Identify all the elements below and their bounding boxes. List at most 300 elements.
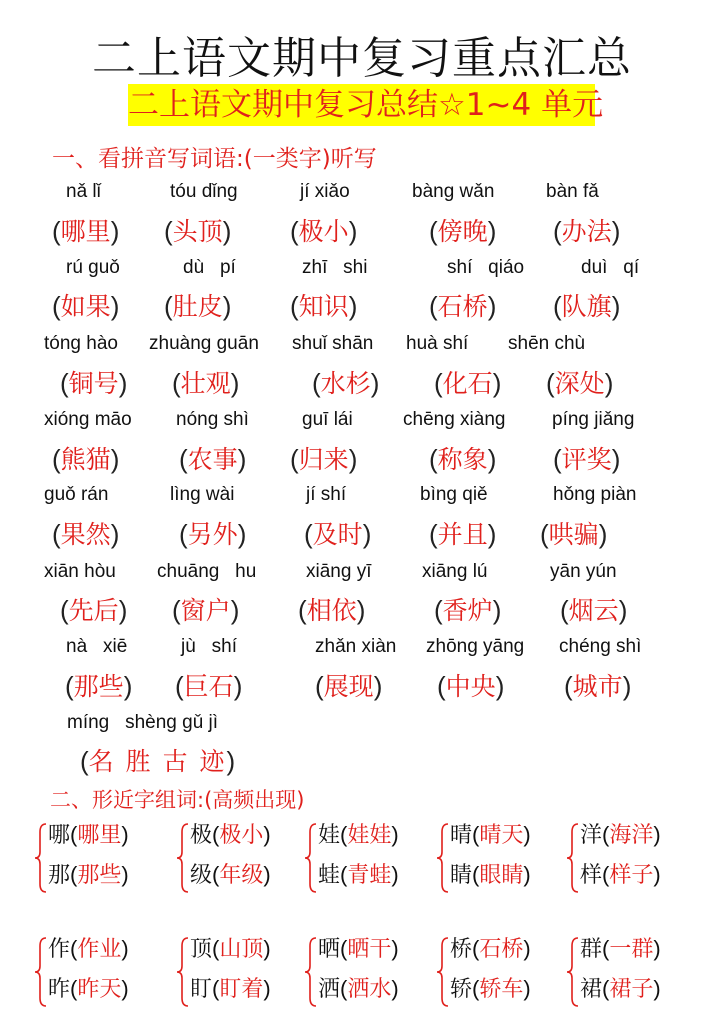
answer-word: 傍晚 — [437, 217, 488, 246]
open-paren: ( — [429, 291, 438, 321]
similar-char-group — [34, 818, 164, 900]
open-paren: ( — [60, 595, 69, 625]
answer-word: 香炉 — [442, 596, 493, 625]
similar-char-pair — [190, 818, 271, 849]
open-paren: ( — [164, 291, 173, 321]
open-paren: ( — [602, 976, 610, 1001]
pinyin-label: jí shí — [306, 484, 347, 505]
close-paren: ) — [523, 936, 531, 961]
close-paren: ) — [622, 671, 632, 701]
close-paren: ) — [121, 976, 129, 1001]
close-paren: ) — [487, 216, 497, 246]
close-paren: ) — [348, 291, 358, 321]
open-paren: ( — [80, 746, 89, 776]
pinyin-label: píng jiǎng — [552, 409, 635, 430]
close-paren: ) — [523, 976, 531, 1001]
open-paren: ( — [52, 216, 61, 246]
pinyin-label: tóng hào — [44, 333, 118, 354]
similar-char-pair — [580, 858, 661, 889]
close-paren: ) — [263, 976, 271, 1001]
close-paren: ) — [356, 595, 366, 625]
similar-char-pair — [450, 858, 531, 889]
word-answer — [434, 364, 501, 400]
open-paren: ( — [65, 671, 74, 701]
pinyin-label: yān yún — [550, 561, 617, 582]
base-char: 顶 — [190, 937, 213, 962]
open-paren: ( — [553, 216, 562, 246]
base-char: 洒 — [318, 977, 341, 1002]
word-answer — [290, 440, 357, 476]
pinyin-label: zhōng yāng — [426, 636, 525, 657]
word-answer — [172, 364, 239, 400]
answer-word: 相依 — [306, 596, 357, 625]
word-answer — [179, 440, 246, 476]
brace-icon — [436, 822, 450, 894]
close-paren: ) — [611, 291, 621, 321]
close-paren: ) — [110, 216, 120, 246]
close-paren: ) — [604, 368, 614, 398]
word-answer — [437, 667, 504, 703]
close-paren: ) — [237, 444, 247, 474]
word-answer — [429, 287, 496, 323]
open-paren: ( — [340, 862, 348, 887]
similar-char-pair — [450, 818, 531, 849]
answer-word: 如果 — [60, 292, 111, 321]
similar-char-group — [176, 818, 306, 900]
word-answer — [290, 287, 357, 323]
brace-icon — [176, 822, 190, 894]
close-paren: ) — [123, 671, 133, 701]
compound-word: 娃娃 — [347, 823, 392, 848]
compound-word: 样子 — [609, 863, 654, 888]
pinyin-label: bàn fǎ — [546, 181, 599, 202]
answer-word: 队旗 — [561, 292, 612, 321]
answer-word: 名 胜 古 迹 — [88, 747, 227, 776]
open-paren: ( — [564, 671, 573, 701]
compound-word: 轿车 — [479, 977, 524, 1002]
close-paren: ) — [618, 595, 628, 625]
compound-word: 晴天 — [479, 823, 524, 848]
open-paren: ( — [212, 936, 220, 961]
open-paren: ( — [553, 291, 562, 321]
page-title: 二上语文期中复习重点汇总 — [92, 33, 632, 84]
close-paren: ) — [487, 444, 497, 474]
close-paren: ) — [391, 976, 399, 1001]
similar-char-pair — [48, 858, 129, 889]
open-paren: ( — [472, 862, 480, 887]
pinyin-label: míng shèng gǔ jì — [67, 712, 219, 733]
close-paren: ) — [492, 595, 502, 625]
compound-word: 一群 — [609, 937, 654, 962]
word-answer — [298, 591, 365, 627]
base-char: 洋 — [580, 823, 603, 848]
answer-word: 展现 — [323, 672, 374, 701]
pinyin-label: chéng shì — [559, 636, 642, 657]
similar-char-pair — [48, 972, 129, 1003]
open-paren: ( — [602, 822, 610, 847]
answer-word: 中央 — [445, 672, 496, 701]
close-paren: ) — [263, 936, 271, 961]
similar-char-pair — [318, 972, 399, 1003]
answer-word: 极小 — [298, 217, 349, 246]
answer-word: 熊猫 — [60, 445, 111, 474]
compound-word: 盯着 — [219, 977, 264, 1002]
similar-char-pair — [450, 932, 531, 963]
similar-char-group — [304, 932, 434, 1014]
compound-word: 晒干 — [347, 937, 392, 962]
compound-word: 海洋 — [609, 823, 654, 848]
similar-char-group — [436, 932, 566, 1014]
close-paren: ) — [110, 444, 120, 474]
section2-heading: 二、形近字组词:(高频出现) — [50, 788, 305, 812]
open-paren: ( — [52, 291, 61, 321]
open-paren: ( — [70, 976, 78, 1001]
base-char: 蛙 — [318, 863, 341, 888]
close-paren: ) — [118, 368, 128, 398]
answer-word: 壮观 — [180, 369, 231, 398]
close-paren: ) — [230, 595, 240, 625]
pinyin-label: rú guǒ — [66, 257, 120, 278]
answer-word: 农事 — [187, 445, 238, 474]
answer-word: 先后 — [68, 596, 119, 625]
open-paren: ( — [52, 444, 61, 474]
open-paren: ( — [70, 822, 78, 847]
word-answer — [315, 667, 382, 703]
pinyin-label: xiāng lú — [422, 561, 488, 582]
base-char: 昨 — [48, 977, 71, 1002]
similar-char-pair — [580, 932, 661, 963]
word-answer — [553, 287, 620, 323]
open-paren: ( — [212, 862, 220, 887]
answer-word: 那些 — [73, 672, 124, 701]
close-paren: ) — [391, 936, 399, 961]
compound-word: 昨天 — [77, 977, 122, 1002]
close-paren: ) — [230, 368, 240, 398]
close-paren: ) — [121, 862, 129, 887]
pinyin-label: jí xiǎo — [300, 181, 350, 202]
open-paren: ( — [212, 976, 220, 1001]
word-answer — [304, 515, 371, 551]
close-paren: ) — [370, 368, 380, 398]
answer-word: 哄骗 — [548, 520, 599, 549]
word-answer — [540, 515, 607, 551]
close-paren: ) — [653, 976, 661, 1001]
similar-char-group — [566, 818, 696, 900]
answer-word: 深处 — [554, 369, 605, 398]
close-paren: ) — [263, 862, 271, 887]
compound-word: 那些 — [77, 863, 122, 888]
pinyin-label: nóng shì — [176, 409, 249, 430]
answer-word: 巨石 — [183, 672, 234, 701]
close-paren: ) — [263, 822, 271, 847]
compound-word: 眼睛 — [479, 863, 524, 888]
pinyin-label: chēng xiàng — [403, 409, 506, 430]
subtitle-banner: 二上语文期中复习总结☆1~4 单元 — [128, 84, 595, 126]
answer-word: 及时 — [312, 520, 363, 549]
pinyin-label: dù pí — [183, 257, 236, 278]
open-paren: ( — [175, 671, 184, 701]
compound-word: 作业 — [77, 937, 122, 962]
compound-word: 年级 — [219, 863, 264, 888]
answer-word: 水杉 — [320, 369, 371, 398]
answer-word: 另外 — [187, 520, 238, 549]
close-paren: ) — [226, 746, 236, 776]
similar-char-pair — [318, 858, 399, 889]
base-char: 群 — [580, 937, 603, 962]
open-paren: ( — [52, 519, 61, 549]
close-paren: ) — [611, 444, 621, 474]
brace-icon — [34, 936, 48, 1008]
open-paren: ( — [434, 595, 443, 625]
word-answer — [179, 515, 246, 551]
open-paren: ( — [553, 444, 562, 474]
open-paren: ( — [212, 822, 220, 847]
similar-char-group — [566, 932, 696, 1014]
close-paren: ) — [121, 822, 129, 847]
brace-icon — [436, 936, 450, 1008]
similar-char-pair — [190, 932, 271, 963]
open-paren: ( — [179, 519, 188, 549]
open-paren: ( — [70, 936, 78, 961]
word-answer — [172, 591, 239, 627]
word-answer — [52, 212, 119, 248]
answer-word: 哪里 — [60, 217, 111, 246]
open-paren: ( — [70, 862, 78, 887]
similar-char-group — [436, 818, 566, 900]
word-answer — [560, 591, 627, 627]
pinyin-label: shí qiáo — [447, 257, 525, 278]
open-paren: ( — [172, 595, 181, 625]
open-paren: ( — [429, 216, 438, 246]
compound-word: 洒水 — [347, 977, 392, 1002]
pinyin-label: xiān hòu — [44, 561, 116, 582]
base-char: 娃 — [318, 823, 341, 848]
pinyin-label: guǒ rán — [44, 484, 109, 505]
open-paren: ( — [172, 368, 181, 398]
similar-char-pair — [190, 858, 271, 889]
close-paren: ) — [373, 671, 383, 701]
word-answer — [60, 591, 127, 627]
similar-char-pair — [48, 818, 129, 849]
compound-word: 石桥 — [479, 937, 524, 962]
answer-word: 肚皮 — [172, 292, 223, 321]
open-paren: ( — [315, 671, 324, 701]
section1-heading: 一、看拼音写词语:(一类字)听写 — [52, 146, 377, 172]
pinyin-label: xióng māo — [44, 409, 132, 430]
pinyin-label: lìng wài — [170, 484, 235, 505]
close-paren: ) — [118, 595, 128, 625]
open-paren: ( — [60, 368, 69, 398]
close-paren: ) — [222, 291, 232, 321]
word-answer — [553, 440, 620, 476]
base-char: 极 — [190, 823, 213, 848]
open-paren: ( — [290, 444, 299, 474]
pinyin-label: hǒng piàn — [553, 484, 637, 505]
word-answer — [175, 667, 242, 703]
compound-word: 极小 — [219, 823, 264, 848]
close-paren: ) — [523, 822, 531, 847]
similar-char-pair — [318, 932, 399, 963]
compound-word: 山顶 — [219, 937, 264, 962]
similar-char-pair — [580, 972, 661, 1003]
open-paren: ( — [472, 936, 480, 961]
close-paren: ) — [110, 291, 120, 321]
pinyin-label: duì qí — [581, 257, 640, 278]
close-paren: ) — [487, 291, 497, 321]
close-paren: ) — [653, 862, 661, 887]
compound-word: 裙子 — [609, 977, 654, 1002]
open-paren: ( — [540, 519, 549, 549]
brace-icon — [304, 822, 318, 894]
similar-char-pair — [318, 818, 399, 849]
open-paren: ( — [290, 216, 299, 246]
pinyin-label: bàng wǎn — [412, 181, 495, 202]
close-paren: ) — [237, 519, 247, 549]
close-paren: ) — [523, 862, 531, 887]
word-answer — [290, 212, 357, 248]
word-answer — [546, 364, 613, 400]
open-paren: ( — [298, 595, 307, 625]
open-paren: ( — [602, 862, 610, 887]
brace-icon — [304, 936, 318, 1008]
similar-char-group — [304, 818, 434, 900]
close-paren: ) — [495, 671, 505, 701]
answer-word: 评奖 — [561, 445, 612, 474]
answer-word: 化石 — [442, 369, 493, 398]
pinyin-label: tóu dǐng — [170, 181, 238, 202]
word-answer — [80, 742, 235, 778]
base-char: 轿 — [450, 977, 473, 1002]
close-paren: ) — [348, 444, 358, 474]
base-char: 桥 — [450, 937, 473, 962]
close-paren: ) — [391, 862, 399, 887]
open-paren: ( — [472, 822, 480, 847]
brace-icon — [176, 936, 190, 1008]
brace-icon — [34, 822, 48, 894]
pinyin-label: huà shí — [406, 333, 469, 354]
word-answer — [429, 212, 496, 248]
similar-char-pair — [450, 972, 531, 1003]
answer-word: 烟云 — [568, 596, 619, 625]
brace-icon — [566, 936, 580, 1008]
answer-word: 办法 — [561, 217, 612, 246]
open-paren: ( — [304, 519, 313, 549]
base-char: 裙 — [580, 977, 603, 1002]
open-paren: ( — [546, 368, 555, 398]
base-char: 那 — [48, 863, 71, 888]
open-paren: ( — [560, 595, 569, 625]
open-paren: ( — [472, 976, 480, 1001]
pinyin-label: zhǎn xiàn — [315, 636, 397, 657]
base-char: 晒 — [318, 937, 341, 962]
open-paren: ( — [179, 444, 188, 474]
similar-char-pair — [580, 818, 661, 849]
close-paren: ) — [110, 519, 120, 549]
close-paren: ) — [348, 216, 358, 246]
word-answer — [60, 364, 127, 400]
open-paren: ( — [340, 936, 348, 961]
word-answer — [429, 440, 496, 476]
pinyin-label: xiāng yī — [306, 561, 372, 582]
answer-word: 石桥 — [437, 292, 488, 321]
close-paren: ) — [233, 671, 243, 701]
close-paren: ) — [121, 936, 129, 961]
answer-word: 果然 — [60, 520, 111, 549]
word-answer — [164, 212, 231, 248]
open-paren: ( — [340, 976, 348, 1001]
close-paren: ) — [362, 519, 372, 549]
base-char: 晴 — [450, 823, 473, 848]
similar-char-group — [34, 932, 164, 1014]
word-answer — [564, 667, 631, 703]
answer-word: 城市 — [572, 672, 623, 701]
pinyin-label: shuǐ shān — [292, 333, 374, 354]
pinyin-label: shēn chù — [508, 333, 586, 354]
word-answer — [312, 364, 379, 400]
pinyin-label: nà xiē — [66, 636, 128, 657]
word-answer — [52, 515, 119, 551]
word-answer — [434, 591, 501, 627]
base-char: 样 — [580, 863, 603, 888]
pinyin-label: bìng qiě — [420, 484, 488, 505]
open-paren: ( — [429, 519, 438, 549]
word-answer — [164, 287, 231, 323]
answer-word: 归来 — [298, 445, 349, 474]
close-paren: ) — [492, 368, 502, 398]
base-char: 级 — [190, 863, 213, 888]
open-paren: ( — [312, 368, 321, 398]
open-paren: ( — [437, 671, 446, 701]
pinyin-label: zhī shi — [302, 257, 368, 278]
similar-char-pair — [48, 932, 129, 963]
similar-char-group — [176, 932, 306, 1014]
open-paren: ( — [340, 822, 348, 847]
base-char: 盯 — [190, 977, 213, 1002]
base-char: 哪 — [48, 823, 71, 848]
open-paren: ( — [290, 291, 299, 321]
compound-word: 青蛙 — [347, 863, 392, 888]
pinyin-label: guī lái — [302, 409, 353, 430]
pinyin-label: chuāng hu — [157, 561, 257, 582]
open-paren: ( — [434, 368, 443, 398]
open-paren: ( — [602, 936, 610, 961]
open-paren: ( — [164, 216, 173, 246]
close-paren: ) — [391, 822, 399, 847]
similar-char-pair — [190, 972, 271, 1003]
close-paren: ) — [598, 519, 608, 549]
base-char: 睛 — [450, 863, 473, 888]
close-paren: ) — [222, 216, 232, 246]
pinyin-label: zhuàng guān — [149, 333, 259, 354]
close-paren: ) — [653, 936, 661, 961]
answer-word: 称象 — [437, 445, 488, 474]
word-answer — [65, 667, 132, 703]
answer-word: 铜号 — [68, 369, 119, 398]
answer-word: 头顶 — [172, 217, 223, 246]
close-paren: ) — [487, 519, 497, 549]
base-char: 作 — [48, 937, 71, 962]
answer-word: 窗户 — [180, 596, 231, 625]
open-paren: ( — [429, 444, 438, 474]
word-answer — [52, 287, 119, 323]
answer-word: 知识 — [298, 292, 349, 321]
compound-word: 哪里 — [77, 823, 122, 848]
brace-icon — [566, 822, 580, 894]
close-paren: ) — [611, 216, 621, 246]
pinyin-label: nǎ lǐ — [66, 181, 101, 202]
word-answer — [553, 212, 620, 248]
word-answer — [52, 440, 119, 476]
